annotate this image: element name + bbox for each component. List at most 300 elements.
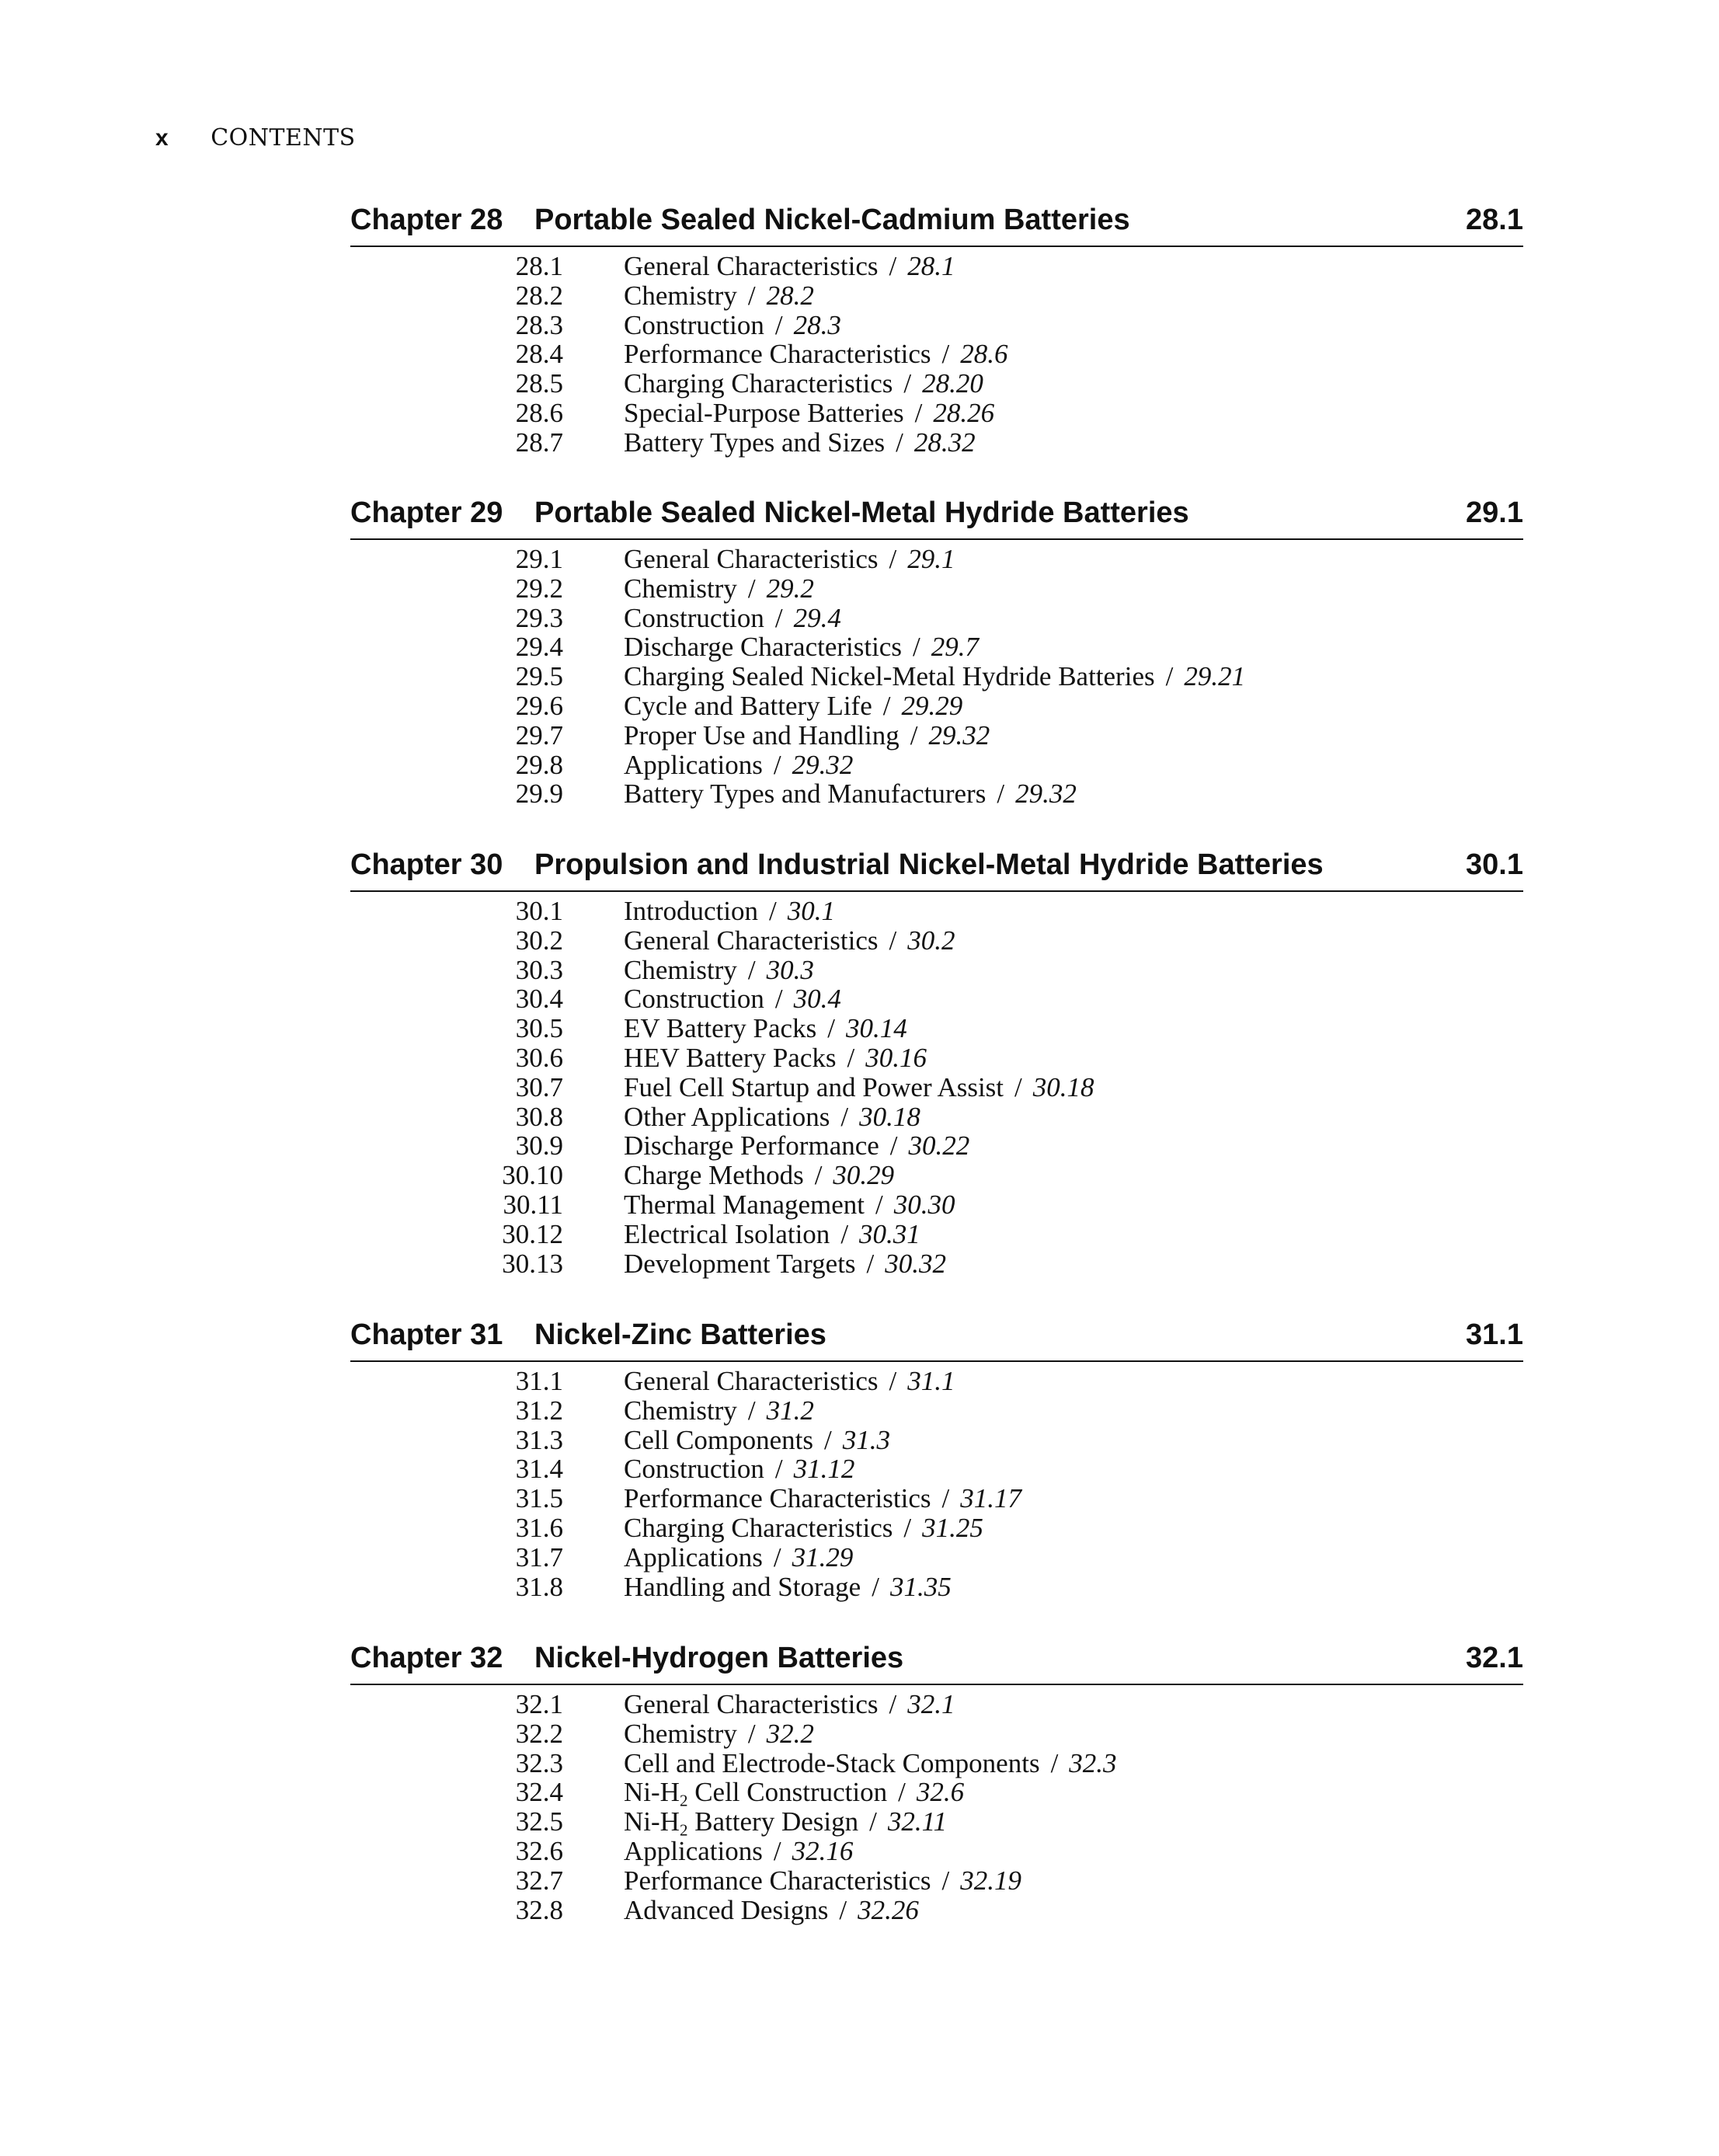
section-title: Applications — [624, 749, 763, 780]
section-separator: / — [875, 1189, 883, 1220]
section-separator: / — [912, 632, 920, 663]
section-title-line — [624, 1249, 946, 1279]
section-number: 29.9 — [515, 778, 563, 810]
chapter-label: Chapter 28 — [350, 204, 503, 236]
section-title: Battery Types and Manufacturers — [624, 778, 987, 810]
chapter-label: Chapter 29 — [350, 496, 503, 529]
section-separator: / — [889, 1689, 897, 1719]
section-title-line — [624, 281, 814, 311]
section-title: HEV Battery Packs — [624, 1042, 837, 1073]
section-number: 29.6 — [515, 690, 563, 721]
section-number: 30.7 — [515, 1071, 563, 1102]
section-entry — [350, 1573, 1523, 1602]
section-number: 29.4 — [515, 632, 563, 663]
section-number: 32.4 — [515, 1777, 563, 1808]
section-title: Thermal Management — [624, 1189, 865, 1220]
section-page: 32.16 — [792, 1835, 854, 1866]
section-entry — [350, 399, 1523, 428]
section-page: 29.21 — [1184, 661, 1246, 692]
section-number: 31.8 — [515, 1571, 563, 1602]
section-page: 29.32 — [792, 749, 854, 780]
section-number: 31.4 — [515, 1454, 563, 1485]
section-title: General Characteristics — [624, 925, 879, 956]
section-separator: / — [903, 1512, 912, 1543]
section-page: 28.32 — [913, 427, 976, 458]
chapter-heading — [350, 1315, 1523, 1362]
section-title: Performance Characteristics — [624, 339, 931, 370]
section-title: Special-Purpose Batteries — [624, 397, 904, 428]
chapter-page: 30.1 — [1466, 848, 1523, 881]
section-number: 31.6 — [515, 1512, 563, 1543]
section-number: 31.3 — [515, 1424, 563, 1455]
section-list — [350, 1367, 1523, 1601]
section-title: General Characteristics — [624, 1366, 879, 1396]
section-entry — [350, 428, 1523, 458]
section-title-line — [624, 632, 979, 662]
section-title-line — [624, 691, 962, 721]
section-title-line — [624, 1014, 907, 1043]
section-title-line — [624, 1719, 814, 1749]
section-separator: / — [889, 251, 897, 281]
section-page: 32.26 — [858, 1894, 919, 1925]
section-title: Battery Types and Sizes — [624, 427, 886, 458]
section-page: 28.20 — [922, 368, 983, 399]
section-number: 28.3 — [515, 309, 563, 340]
section-separator: / — [774, 984, 783, 1015]
section-title-line — [624, 721, 990, 751]
section-page: 31.1 — [907, 1366, 955, 1396]
section-entry — [350, 252, 1523, 281]
chapter-page: 28.1 — [1466, 204, 1523, 236]
section-separator: / — [1165, 661, 1174, 692]
section-title: Introduction — [624, 896, 759, 926]
section-number: 28.6 — [515, 397, 563, 428]
section-number: 30.12 — [502, 1218, 563, 1249]
section-entry — [350, 1749, 1523, 1778]
section-title-line — [624, 1161, 894, 1190]
section-entry — [350, 926, 1523, 956]
section-title-line — [624, 1073, 1094, 1102]
section-entry — [350, 545, 1523, 574]
section-entry — [350, 1426, 1523, 1455]
section-separator: / — [941, 339, 950, 370]
section-separator: / — [1014, 1071, 1022, 1102]
section-separator: / — [872, 1571, 879, 1602]
section-title-line — [624, 1866, 1021, 1896]
section-title: General Characteristics — [624, 251, 879, 281]
section-entry — [350, 604, 1523, 633]
section-entry — [350, 632, 1523, 662]
chapter-title: Propulsion and Industrial Nickel-Metal Hydride Batteries — [534, 848, 1324, 881]
section-title: Construction — [624, 984, 764, 1015]
section-entry — [350, 369, 1523, 399]
section-list — [350, 1690, 1523, 1924]
section-entry — [350, 721, 1523, 751]
section-title: Proper Use and Handling — [624, 719, 900, 751]
section-separator: / — [774, 1454, 783, 1485]
section-title: Charge Methods — [624, 1160, 804, 1191]
section-title-line — [624, 1454, 854, 1484]
section-title: Chemistry — [624, 1395, 737, 1426]
section-entry — [350, 1161, 1523, 1190]
section-separator: / — [889, 1366, 897, 1396]
section-title-line — [624, 340, 1008, 369]
section-list — [350, 252, 1523, 458]
section-page: 32.2 — [766, 1718, 814, 1749]
section-title-line — [624, 604, 841, 633]
section-number: 30.2 — [515, 925, 563, 956]
section-separator: / — [827, 1013, 835, 1044]
section-number: 32.7 — [515, 1865, 563, 1896]
section-page: 32.6 — [916, 1777, 965, 1808]
section-title-suffix: Battery Design — [687, 1806, 859, 1837]
section-number: 30.13 — [502, 1248, 563, 1279]
section-entry — [350, 1102, 1523, 1132]
chapter-label: Chapter 31 — [350, 1318, 503, 1351]
section-separator: / — [889, 1130, 898, 1162]
section-page: 28.2 — [766, 280, 814, 311]
section-page: 29.32 — [1015, 778, 1077, 810]
section-entry — [350, 956, 1523, 985]
section-page: 30.16 — [865, 1042, 927, 1073]
section-title-line — [624, 1426, 890, 1455]
section-page: 30.29 — [833, 1160, 895, 1191]
section-number: 28.7 — [515, 427, 563, 458]
section-page: 29.2 — [766, 573, 814, 604]
section-title: Cell Components — [624, 1424, 814, 1455]
subscript: 2 — [679, 1791, 688, 1810]
chapter-title: Portable Sealed Nickel-Metal Hydride Batteries — [534, 496, 1189, 529]
section-title-line — [624, 1131, 969, 1161]
section-page: 31.12 — [793, 1454, 855, 1485]
section-number: 30.6 — [515, 1042, 563, 1073]
section-page: 30.18 — [859, 1101, 920, 1132]
section-title-line — [624, 1806, 948, 1840]
running-head-title: CONTENTS — [211, 124, 356, 152]
section-number: 29.7 — [515, 719, 563, 751]
section-title-line — [624, 662, 1245, 691]
section-number: 29.3 — [515, 602, 563, 633]
section-title: Construction — [624, 1454, 764, 1485]
section-separator: / — [914, 397, 923, 428]
chapter-29 — [350, 493, 1523, 809]
section-title: General Characteristics — [624, 1689, 879, 1719]
section-entry — [350, 1837, 1523, 1866]
section-title-line — [624, 1220, 920, 1249]
chapter-page: 29.1 — [1466, 496, 1523, 529]
section-title-line — [624, 545, 955, 574]
section-separator: / — [997, 778, 1005, 810]
section-number: 30.1 — [515, 896, 563, 926]
section-title-line — [624, 311, 841, 340]
section-title-line — [624, 252, 955, 281]
section-number: 30.11 — [503, 1189, 563, 1220]
section-page: 31.35 — [889, 1571, 952, 1602]
section-number: 32.3 — [515, 1747, 563, 1778]
section-entry — [350, 1896, 1523, 1925]
section-entry — [350, 751, 1523, 780]
section-number: 30.9 — [515, 1130, 563, 1162]
section-separator: / — [840, 1218, 849, 1249]
section-number: 28.1 — [515, 251, 563, 281]
section-separator: / — [747, 1395, 756, 1426]
section-entry — [350, 1073, 1523, 1102]
section-separator: / — [747, 1718, 756, 1749]
section-page: 30.4 — [793, 984, 841, 1015]
section-title: Chemistry — [624, 280, 737, 311]
section-list — [350, 545, 1523, 809]
section-number: 32.1 — [515, 1689, 563, 1719]
section-entry — [350, 574, 1523, 604]
section-title: Performance Characteristics — [624, 1865, 931, 1896]
section-entry — [350, 1866, 1523, 1896]
section-number: 28.2 — [515, 280, 563, 311]
section-separator: / — [747, 573, 756, 604]
section-page: 30.3 — [766, 954, 814, 985]
section-title-line — [624, 1102, 920, 1132]
chapter-28 — [350, 200, 1523, 458]
section-number: 31.5 — [515, 1483, 563, 1514]
section-separator: / — [773, 1835, 781, 1866]
section-title: Charging Characteristics — [624, 1512, 893, 1543]
section-title-line — [624, 1749, 1117, 1778]
section-page: 30.22 — [908, 1130, 970, 1162]
section-title-line — [624, 399, 994, 428]
section-entry — [350, 1719, 1523, 1749]
section-entry — [350, 1806, 1523, 1840]
section-entry — [350, 897, 1523, 926]
section-title-suffix: Cell Construction — [687, 1777, 888, 1808]
section-number: 30.8 — [515, 1101, 563, 1132]
section-separator: / — [747, 954, 756, 985]
section-separator: / — [889, 544, 897, 574]
section-entry — [350, 1367, 1523, 1396]
section-title: Performance Characteristics — [624, 1483, 931, 1514]
section-title-line — [624, 1513, 983, 1543]
section-number: 29.5 — [515, 661, 563, 692]
section-title: Other Applications — [624, 1101, 830, 1132]
section-number: 32.6 — [515, 1835, 563, 1866]
section-title: Handling and Storage — [624, 1571, 861, 1602]
section-title-line — [624, 956, 814, 985]
section-separator: / — [910, 719, 918, 751]
section-page: 31.17 — [960, 1483, 1021, 1514]
section-entry — [350, 281, 1523, 311]
chapter-title: Nickel-Hydrogen Batteries — [534, 1642, 904, 1674]
section-entry — [350, 1043, 1523, 1073]
section-page: 30.30 — [893, 1189, 955, 1220]
section-separator: / — [773, 749, 781, 780]
section-separator: / — [896, 427, 903, 458]
section-title: Development Targets — [624, 1248, 856, 1279]
section-title: Charging Sealed Nickel-Metal Hydride Batteries — [624, 661, 1155, 692]
section-number: 29.1 — [515, 544, 563, 574]
section-title-line — [624, 428, 976, 458]
section-separator: / — [889, 925, 897, 956]
section-page: 30.32 — [885, 1248, 947, 1279]
section-page: 28.1 — [907, 251, 955, 281]
section-title-line — [624, 1043, 927, 1073]
chapter-page: 31.1 — [1466, 1318, 1523, 1351]
section-title-line — [624, 1690, 955, 1719]
section-page: 29.4 — [793, 602, 841, 633]
section-title: Cycle and Battery Life — [624, 690, 872, 721]
section-entry — [350, 1513, 1523, 1543]
section-separator: / — [824, 1424, 832, 1455]
section-number: 31.1 — [515, 1366, 563, 1396]
section-page: 31.29 — [792, 1541, 854, 1573]
section-separator: / — [847, 1042, 855, 1073]
section-title-line — [624, 1484, 1021, 1513]
section-page: 32.1 — [907, 1689, 955, 1719]
section-title-line — [624, 574, 814, 604]
section-page: 29.32 — [928, 719, 990, 751]
subscript: 2 — [679, 1820, 688, 1840]
section-separator: / — [769, 896, 777, 926]
section-title-line — [624, 1573, 952, 1602]
section-number: 31.2 — [515, 1395, 563, 1426]
section-page: 30.31 — [859, 1218, 920, 1249]
section-title: Electrical Isolation — [624, 1218, 830, 1249]
section-entry — [350, 1396, 1523, 1426]
section-title-line — [624, 926, 955, 956]
section-title-prefix: Ni-H — [624, 1806, 680, 1837]
section-number: 30.10 — [502, 1160, 563, 1191]
section-page: 28.3 — [793, 309, 841, 340]
section-entry — [350, 1543, 1523, 1573]
chapter-heading — [350, 200, 1523, 247]
section-title-line — [624, 1396, 814, 1426]
section-separator: / — [941, 1865, 950, 1896]
section-page: 31.25 — [922, 1512, 983, 1543]
section-number: 28.5 — [515, 368, 563, 399]
section-title: Construction — [624, 309, 764, 340]
section-title: Discharge Performance — [624, 1130, 879, 1162]
section-title-line — [624, 897, 835, 926]
section-entry — [350, 1190, 1523, 1220]
section-number: 30.3 — [515, 954, 563, 985]
section-number: 28.4 — [515, 339, 563, 370]
section-title: Chemistry — [624, 573, 737, 604]
section-number: 29.2 — [515, 573, 563, 604]
section-title-line — [624, 1777, 965, 1810]
section-page: 29.7 — [931, 632, 979, 663]
section-separator: / — [882, 690, 891, 721]
chapter-31 — [350, 1315, 1523, 1601]
section-title: Applications — [624, 1541, 763, 1573]
chapter-30 — [350, 845, 1523, 1278]
section-title: Advanced Designs — [624, 1894, 829, 1925]
section-title: Chemistry — [624, 1718, 737, 1749]
section-title-line — [624, 984, 841, 1014]
section-page: 30.18 — [1032, 1071, 1094, 1102]
section-title: Fuel Cell Startup and Power Assist — [624, 1071, 1004, 1102]
chapter-label: Chapter 30 — [350, 848, 503, 881]
section-separator: / — [903, 368, 912, 399]
section-number: 32.8 — [515, 1894, 563, 1925]
section-title-line — [624, 1896, 919, 1925]
section-page: 32.3 — [1069, 1747, 1117, 1778]
section-number: 32.5 — [515, 1806, 563, 1837]
section-number: 32.2 — [515, 1718, 563, 1749]
section-title: General Characteristics — [624, 544, 879, 574]
section-entry — [350, 311, 1523, 340]
section-title: Charging Characteristics — [624, 368, 893, 399]
section-number: 30.4 — [515, 984, 563, 1015]
chapter-label: Chapter 32 — [350, 1642, 503, 1674]
section-title: Cell and Electrode-Stack Components — [624, 1747, 1040, 1778]
section-entry — [350, 1249, 1523, 1279]
chapter-title: Portable Sealed Nickel-Cadmium Batteries — [534, 204, 1130, 236]
section-title-line — [624, 1543, 853, 1573]
section-entry — [350, 691, 1523, 721]
section-entry — [350, 1484, 1523, 1513]
chapter-heading — [350, 493, 1523, 540]
section-title-prefix: Ni-H — [624, 1777, 680, 1808]
section-separator: / — [773, 1541, 781, 1573]
section-page: 29.29 — [901, 690, 963, 721]
chapter-title: Nickel-Zinc Batteries — [534, 1318, 826, 1351]
running-head — [155, 124, 356, 152]
section-page: 29.1 — [907, 544, 955, 574]
section-title: Applications — [624, 1835, 763, 1866]
section-title: EV Battery Packs — [624, 1013, 817, 1044]
section-page: 32.11 — [887, 1806, 948, 1837]
section-separator: / — [774, 602, 783, 633]
section-separator: / — [747, 280, 756, 311]
section-entry — [350, 1014, 1523, 1043]
section-number: 29.8 — [515, 749, 563, 780]
section-separator: / — [839, 1894, 847, 1925]
section-page: 32.19 — [960, 1865, 1021, 1896]
section-title: Construction — [624, 602, 764, 633]
section-title-line — [624, 1367, 955, 1396]
section-entry — [350, 1777, 1523, 1810]
section-title-line — [624, 751, 853, 780]
section-page: 30.14 — [845, 1013, 907, 1044]
section-separator: / — [869, 1806, 877, 1837]
section-entry — [350, 1690, 1523, 1719]
section-page: 31.2 — [766, 1395, 814, 1426]
section-separator: / — [774, 309, 783, 340]
section-page: 30.1 — [787, 896, 836, 926]
chapter-page: 32.1 — [1466, 1642, 1523, 1674]
section-entry — [350, 779, 1523, 809]
section-entry — [350, 662, 1523, 691]
section-separator: / — [814, 1160, 823, 1191]
section-number: 31.7 — [515, 1541, 563, 1573]
section-entry — [350, 1131, 1523, 1161]
section-entry — [350, 340, 1523, 369]
section-title-line — [624, 369, 983, 399]
section-separator: / — [898, 1777, 906, 1808]
section-title-line — [624, 1837, 853, 1866]
section-separator: / — [941, 1483, 950, 1514]
section-title-line — [624, 1190, 955, 1220]
chapter-32 — [350, 1639, 1523, 1924]
section-page: 28.26 — [933, 397, 995, 428]
chapter-heading — [350, 1639, 1523, 1685]
section-list — [350, 897, 1523, 1278]
section-page: 28.6 — [960, 339, 1008, 370]
section-separator: / — [1050, 1747, 1059, 1778]
chapter-heading — [350, 845, 1523, 892]
section-title-line — [624, 779, 1077, 809]
section-separator: / — [840, 1101, 849, 1132]
section-number: 30.5 — [515, 1013, 563, 1044]
section-entry — [350, 984, 1523, 1014]
section-title: Chemistry — [624, 954, 737, 985]
